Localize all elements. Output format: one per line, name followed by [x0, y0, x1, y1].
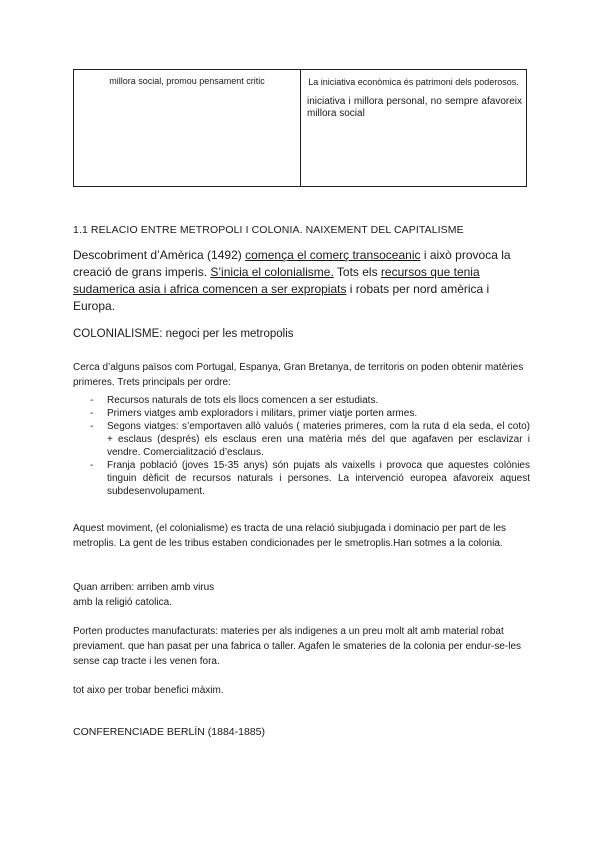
table-right-heading: La iniciativa econòmica és patrimoni dels poderosos. — [308, 77, 519, 87]
arrival-line-2: amb la religió catolica. — [73, 597, 172, 608]
comparison-table — [73, 69, 527, 187]
paragraph-4: tot aixo per trobar benefici màxim. — [73, 685, 224, 696]
list-item: - Primers viatges amb exploradors i militars, primer viatje porten armes. — [90, 407, 530, 420]
intro-text-4: i robats per nord amèrica i Europa. — [73, 282, 490, 313]
intro-text-2: i això provoca la creació de grans imperis. — [73, 248, 511, 279]
table-cell-right — [301, 70, 526, 186]
paragraph-2: Aquest moviment, (el colonialisme) es tracta de una relació siubjugada i dominacio per part de les metroplis. La gent de les tribus estaben condicionades per le smetroplis.Han sotmes a la colonia. — [73, 523, 507, 549]
intro-underline-2: S’inicia el colonialisme. — [210, 265, 334, 279]
table-right-body: iniciativa i millora personal, no sempre afavoreix millora social — [307, 96, 522, 119]
intro-underline-3: recursos que tenia sudamerica asia i africa comencen a ser expropiats — [73, 265, 480, 296]
paragraph-1: Cerca d’alguns països com Portugal, Espanya, Gran Bretanya, de territoris on poden obtenir matèries primeres. Trets principals per ordre: — [73, 362, 524, 388]
paragraph-3: Porten productes manufacturats: materies per als indigenes a un preu molt alt amb material robat previament. que han pasat per una fabrica o taller. Agafen le smateries de la colonia per endur-se-les sense cap tracte i les venen fora. — [73, 626, 522, 667]
list-item: - Segons viatges: s’emportaven allò valuós ( materies primeres, com la ruta d ela seda, el coto) + esclaus (després) els esclaus eren una matèria més del que agafaven per esclavizar i vendre. Comercialització d’esclaus. — [90, 420, 530, 459]
list-item: - Franja població (joves 15-35 anys) són pujats als vaixells i provoca que aquestes colònies tinguin dèficit de recursos naturals i persones. La intervenció europea afavoreix aquest subdesenvolupament. — [90, 459, 530, 498]
arrival-block — [73, 580, 530, 610]
intro-underline-1: comença el comerç transoceanic — [245, 248, 421, 262]
arrival-line-1: Quan arriben: arriben amb virus — [73, 582, 215, 593]
section-heading: 1.1 RELACIO ENTRE METROPOLI I COLONIA. NAIXEMENT DEL CAPITALISME — [73, 224, 464, 236]
table-left-text: millora social, promou pensament critic — [109, 76, 265, 86]
intro-text-1: Descobriment d’Amèrica (1492) — [73, 248, 246, 262]
colonialisme-heading: COLONIALISME: negoci per les metropolis — [73, 328, 294, 340]
table-cell-left — [74, 70, 301, 186]
intro-text-3: Tots els — [333, 265, 381, 279]
traits-list — [90, 394, 530, 498]
intro-paragraph — [73, 247, 530, 315]
list-item: - Recursos naturals de tots els llocs comencen a ser estudiats. — [90, 394, 530, 407]
conference-heading: CONFERENCIADE BERLÍN (1884-1885) — [73, 726, 265, 738]
